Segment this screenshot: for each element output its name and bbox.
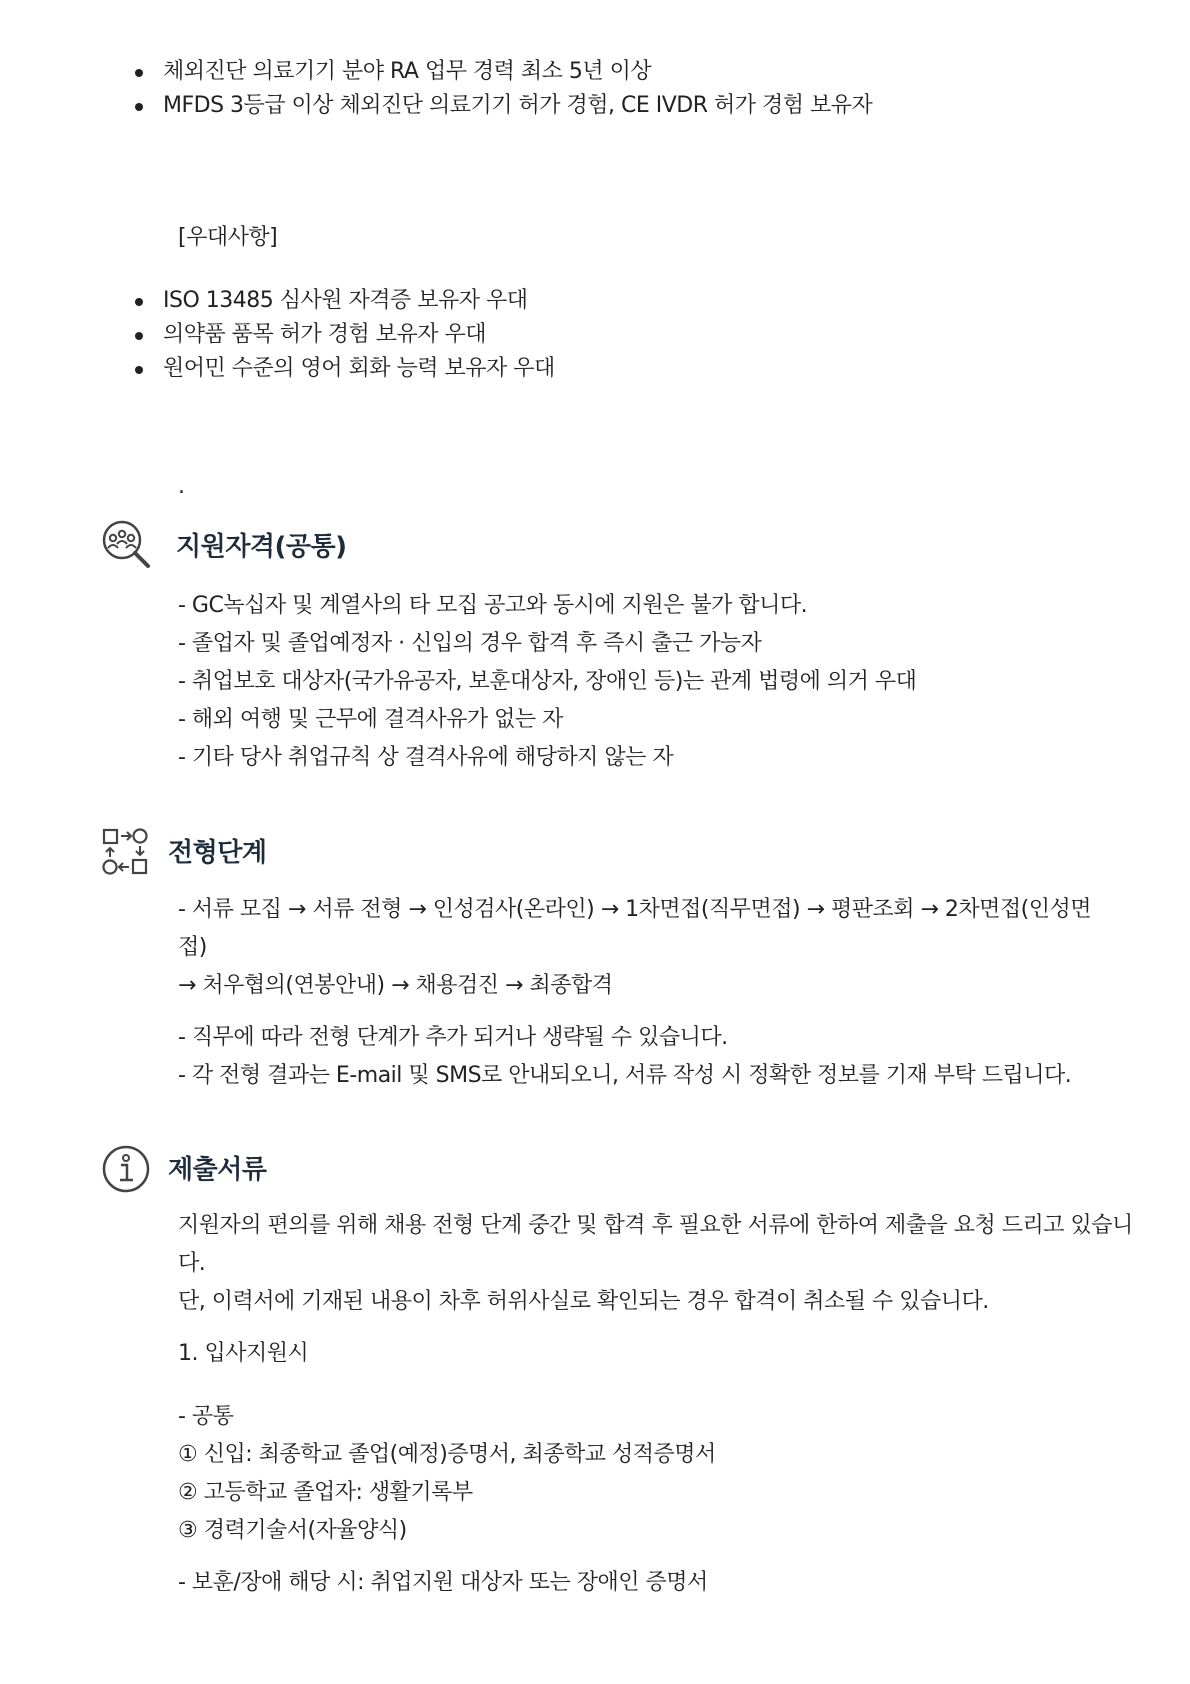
- text-line: - 해외 여행 및 근무에 결격사유가 없는 자: [178, 707, 563, 732]
- list-item: 의약품 품목 허가 경험 보유자 우대: [135, 318, 555, 352]
- text-line: - 공통: [178, 1404, 234, 1429]
- preferred-heading: [우대사항]: [178, 225, 278, 250]
- text-line: - 보훈/장애 해당 시: 취업지원 대상자 또는 장애인 증명서: [178, 1570, 708, 1595]
- documents-veteran: [178, 1564, 708, 1602]
- text-line: - GC녹십자 및 계열사의 타 모집 공고와 동시에 지원은 불가 합니다.: [178, 593, 808, 618]
- text-line: → 처우협의(연봉안내) → 채용검진 → 최종합격: [178, 973, 613, 998]
- text-line: - 취업보호 대상자(국가유공자, 보훈대상자, 장애인 등)는 관계 법령에 의거 우대: [178, 669, 917, 694]
- text-line: - 서류 모집 → 서류 전형 → 인성검사(온라인) → 1차면접(직무면접) → 평판조회 → 2차면접(인성면: [178, 897, 1091, 922]
- text-line: 단, 이력서에 기재된 내용이 차후 허위사실로 확인되는 경우 합격이 취소될 수 있습니다.: [178, 1289, 989, 1314]
- list-item: MFDS 3등급 이상 체외진단 의료기기 허가 경험, CE IVDR 허가 경험 보유자: [135, 89, 872, 123]
- documents-item1: [178, 1335, 308, 1373]
- process-flow: [178, 891, 1091, 1005]
- text-line: 다.: [178, 1251, 206, 1276]
- documents-intro: [178, 1207, 1133, 1321]
- section-title-qualification: 지원자격(공통): [176, 532, 347, 562]
- text-line: 1. 입사지원시: [178, 1341, 309, 1366]
- text-line: ② 고등학교 졸업자: 생활기록부: [178, 1480, 473, 1505]
- text-line: - 직무에 따라 전형 단계가 추가 되거나 생략될 수 있습니다.: [178, 1025, 728, 1050]
- list-item: ISO 13485 심사원 자격증 보유자 우대: [135, 284, 555, 318]
- text-line: - 각 전형 결과는 E-mail 및 SMS로 안내되오니, 서류 작성 시 정확한 정보를 기재 부탁 드립니다.: [178, 1063, 1072, 1088]
- text-line: ① 신입: 최종학교 졸업(예정)증명서, 최종학교 성적증명서: [178, 1442, 716, 1467]
- people-search-icon: [100, 518, 152, 570]
- text-line: 지원자의 편의를 위해 채용 전형 단계 중간 및 합격 후 필요한 서류에 한하여 제출을 요청 드리고 있습니: [178, 1213, 1133, 1238]
- process-notes: [178, 1019, 1071, 1095]
- process-flow-icon: [100, 826, 152, 878]
- list-item: 체외진단 의료기기 분야 RA 업무 경력 최소 5년 이상: [135, 55, 872, 89]
- section-title-documents: 제출서류: [168, 1155, 267, 1185]
- text-line: - 졸업자 및 졸업예정자 · 신입의 경우 합격 후 즉시 출근 가능자: [178, 631, 762, 656]
- text-line: - 기타 당사 취업규칙 상 결격사유에 해당하지 않는 자: [178, 745, 674, 770]
- text-line: 접): [178, 935, 207, 960]
- requirements-list: [135, 55, 872, 123]
- qualification-lines: [178, 587, 916, 777]
- stray-dot: .: [178, 474, 185, 499]
- documents-common: [178, 1398, 716, 1550]
- section-title-process: 전형단계: [168, 838, 267, 868]
- info-icon: [100, 1143, 152, 1195]
- text-line: ③ 경력기술서(자율양식): [178, 1518, 407, 1543]
- preferred-list: [135, 284, 555, 386]
- list-item: 원어민 수준의 영어 회화 능력 보유자 우대: [135, 352, 555, 386]
